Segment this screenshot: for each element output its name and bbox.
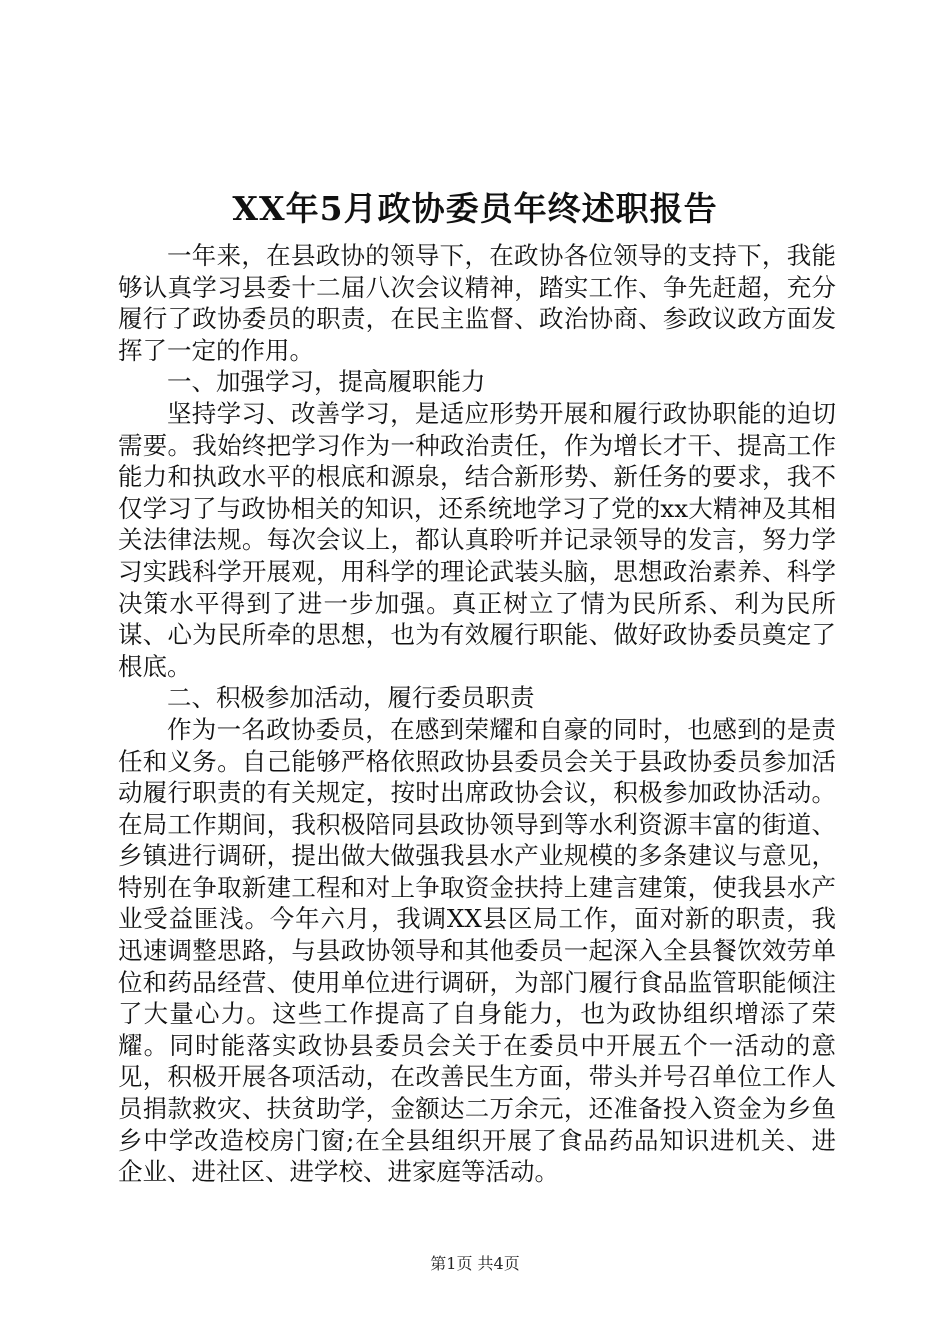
section-heading-2: 二、积极参加活动，履行委员职责 xyxy=(167,683,535,713)
document-body xyxy=(118,240,836,1188)
page-footer xyxy=(0,1253,950,1275)
page-number: 第1页 xyxy=(430,1254,473,1273)
section-1-paragraph: 坚持学习、改善学习，是适应形势开展和履行政协职能的迫切需要。我始终把学习作为一种政治责任，作为增长才干、提高工作能力和执政水平的根底和源泉，结合新形势、新任务的要求，我不仅学习了与政协相关的知识，还系统地学习了党的xx大精神及其相关法律法规。每次会议上，都认真聆听并记录领导的发言，努力学习实践科学开展观，用科学的理论武装头脑，思想政治素养、科学决策水平得到了进一步加强。真正树立了情为民所系、利为民所谋、心为民所牵的思想，也为有效履行职能、做好政协委员奠定了根底。 xyxy=(118,398,836,681)
section-heading-1: 一、加强学习，提高履职能力 xyxy=(167,367,486,397)
intro-paragraph: 一年来，在县政协的领导下，在政协各位领导的支持下，我能够认真学习县委十二届八次会议精神，踏实工作、争先赶超，充分履行了政协委员的职责，在民主监督、政治协商、参政议政方面发挥了一定的作用。 xyxy=(118,241,836,365)
section-2-paragraph: 作为一名政协委员，在感到荣耀和自豪的同时，也感到的是责任和义务。自己能够严格依照政协县委员会关于县政协委员参加活动履行职责的有关规定，按时出席政协会议，积极参加政协活动。在局工作期间，我积极陪同县政协领导到等水利资源丰富的街道、乡镇进行调研，提出做大做强我县水产业规模的多条建议与意见，特别在争取新建工程和对上争取资金扶持上建言建策，使我县水产业受益匪浅。今年六月，我调XX县区局工作，面对新的职责，我迅速调整思路，与县政协领导和其他委员一起深入全县餐饮效劳单位和药品经营、使用单位进行调研，为部门履行食品监管职能倾注了大量心力。这些工作提高了自身能力，也为政协组织增添了荣耀。同时能落实政协县委员会关于在委员中开展五个一活动的意见，积极开展各项活动，在改善民生方面，带头并号召单位工作人员捐款救灾、扶贫助学，金额达二万余元，还准备投入资金为乡鱼乡中学改造校房门窗;在全县组织开展了食品药品知识进机关、进企业、进社区、进学校、进家庭等活动。 xyxy=(118,714,836,1187)
page-total: 共4页 xyxy=(477,1254,520,1273)
document-title: XX年5月政协委员年终述职报告 xyxy=(232,189,718,228)
